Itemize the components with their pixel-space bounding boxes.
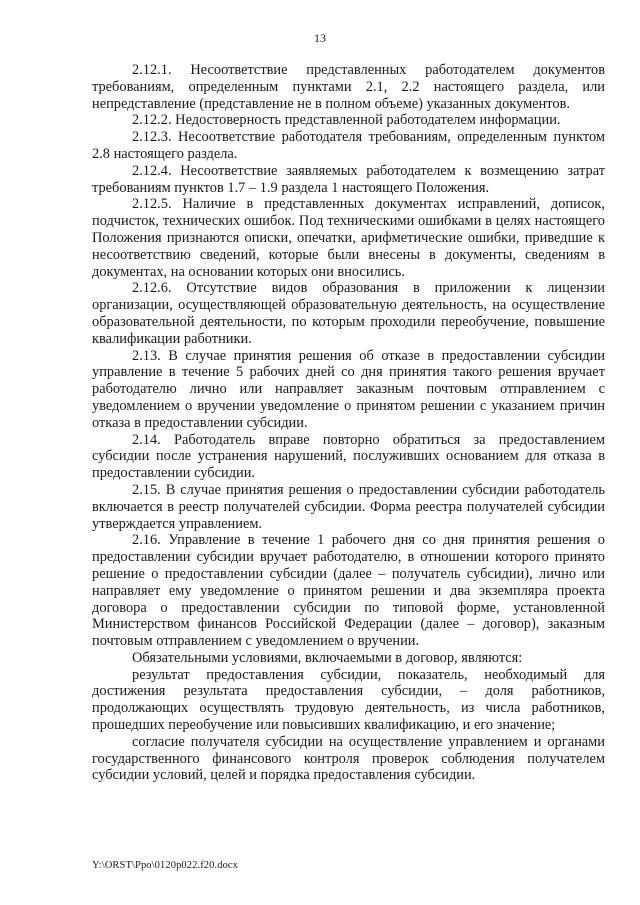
paragraph-2-13: 2.13. В случае принятия решения об отказе в предоставлении субсидии управление в течение 5 рабочих дней со дня принятия такого решения вручает работодателю лично или направляет заказным почтовым отправлением с уведомлением о вручении уведомление о принятом решении с указанием причин отказа в предоставлении субсидии.	[92, 347, 605, 431]
paragraph-2-16: 2.16. Управление в течение 1 рабочего дня со дня принятия решения о предоставлении субсидии вручает работодателю, в отношении которого принято решение о предоставлении субсидии (далее – получатель субсидии), лично или направляет ему уведомление о принятом решении и два экземпляра проекта договора о предоставлении субсидии по типовой форме, установленной Министерством финансов Российской Федерации (далее – договор), заказным почтовым отправлением с уведомлением о вручении.	[92, 532, 605, 650]
paragraph-2-12-6: 2.12.6. Отсутствие видов образования в приложении к лицензии организации, осуществляющей образовательную деятельность, на осуществление образовательной деятельности, по которым проходили переобучение, повышение квалификации работники.	[92, 280, 605, 347]
paragraph-conditions-intro: Обязательными условиями, включаемыми в договор, являются:	[132, 649, 523, 666]
paragraph-2-12-3: 2.12.3. Несоответствие работодателя требованиям, определенным пунктом 2.8 настоящего раздела.	[92, 129, 605, 162]
paragraph-2-12-2: 2.12.2. Недостоверность представленной работодателем информации.	[132, 112, 561, 129]
paragraph-2-15: 2.15. В случае принятия решения о предоставлении субсидии работодатель включается в реестр получателей субсидии. Форма реестра получателей субсидии утверждается управлением.	[92, 481, 605, 532]
paragraph-2-12-4: 2.12.4. Несоответствие заявляемых работодателем к возмещению затрат требованиям пунктов 1.7 – 1.9 раздела 1 настоящего Положения.	[92, 162, 605, 196]
paragraph-2-12-5: 2.12.5. Наличие в представленных документах исправлений, дописок, подчисток, технических ошибок. Под техническими ошибками в целях настоящего Положения признаются описки, опечатки, арифметические ошибки, приведшие к несоответствию сведений, которые были внесены в документы, сведениям в документах, на основании которых они вносились.	[92, 196, 605, 280]
paragraph-condition-result: результат предоставления субсидии, показатель, необходимый для достижения результата предоставления субсидии, – доля работников, продолжающих осуществлять трудовую деятельность, из числа работников, прошедших переобучение или повысивших квалификацию, и его значение;	[92, 666, 605, 734]
paragraph-condition-consent: согласие получателя субсидии на осуществление управлением и органами государственного финансового контроля проверок соблюдения получателем субсидии условий, целей и порядка предоставления субсидии.	[92, 733, 605, 784]
page-number: 13	[314, 31, 326, 45]
paragraph-2-14: 2.14. Работодатель вправе повторно обратиться за предоставлением субсидии после устранения нарушений, послуживших основанием для отказа в предоставлении субсидии.	[92, 431, 605, 482]
paragraph-2-12-1: 2.12.1. Несоответствие представленных работодателем документов требованиям, определенным пунктами 2.1, 2.2 настоящего раздела, или непредставление (представление не в полном объеме) указанных документов.	[92, 62, 605, 112]
document-body	[92, 62, 605, 784]
footer-file-path: Y:\ORST\Ppo\0120p022.f20.docx	[92, 860, 239, 871]
